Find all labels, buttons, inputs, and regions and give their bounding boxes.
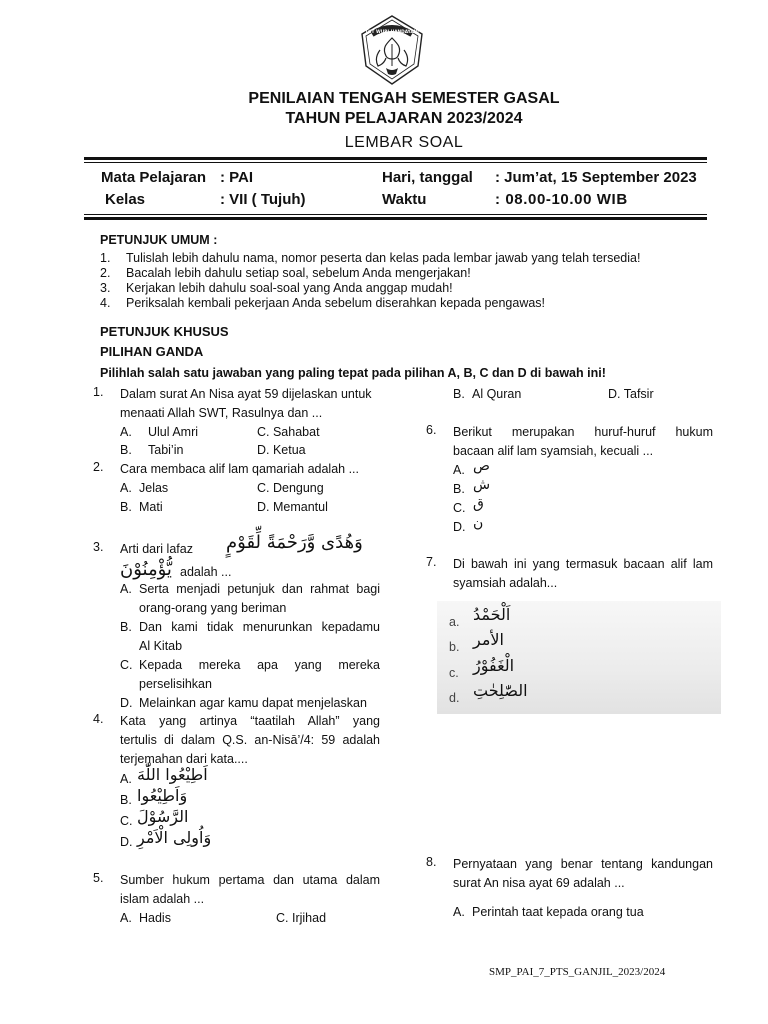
top-thin-rule <box>84 162 707 163</box>
option-label: A. <box>120 772 132 786</box>
question-text: Arti dari lafaz <box>120 542 193 556</box>
option-label: d. <box>449 691 460 705</box>
option-label: B. <box>120 500 132 514</box>
instruction-num: 1. <box>100 251 111 265</box>
question-text: Di bawah ini yang termasuk bacaan alif lam <box>453 557 713 571</box>
arabic-option: الْغَفُوْرُ <box>473 656 515 675</box>
option-label: B. <box>120 443 132 457</box>
question-number: 4. <box>93 712 104 726</box>
subject-label: Mata Pelajaran <box>101 169 207 186</box>
option-label: b. <box>449 640 460 654</box>
question-text: Cara membaca alif lam qamariah adalah ... <box>120 462 360 476</box>
option-text: Hadis <box>139 911 171 925</box>
arabic-option: وَاُولِى الْاَمْرِ <box>137 828 212 847</box>
arabic-letter: ش <box>473 477 491 493</box>
option-label: D. <box>453 520 466 534</box>
option-text: Al Kitab <box>139 639 183 653</box>
arabic-option: وَاَطِيْعُوا <box>137 786 188 805</box>
option-label: D. <box>120 696 133 710</box>
question-text: Pernyataan yang benar tentang kandungan <box>453 857 713 871</box>
question-number: 8. <box>426 855 437 869</box>
time-label: Waktu <box>382 191 427 208</box>
instruction-text: Tulislah lebih dahulu nama, nomor peserta dan kelas pada lembar jawab yang telah tersedia! <box>126 251 641 265</box>
option-label: B. <box>453 387 465 401</box>
option-text: Tabi’in <box>148 443 184 457</box>
question-text: Berikut merupakan huruf-huruf hukum <box>453 425 713 439</box>
question-text: Sumber hukum pertama dan utama dalam <box>120 873 380 887</box>
option-text: D. Tafsir <box>608 387 654 401</box>
day-value: : Jum’at, 15 September 2023 <box>495 169 697 186</box>
option-text: Melainkan agar kamu dapat menjelaskan <box>139 696 367 710</box>
instruction-text: Periksalah kembali pekerjaan Anda sebelum diserahkan kepada pengawas! <box>126 296 546 310</box>
question-text: surat An nisa ayat 69 adalah ... <box>453 876 625 890</box>
option-label: A. <box>453 463 465 477</box>
question-number: 5. <box>93 871 104 885</box>
option-text: Ulul Amri <box>148 425 199 439</box>
option-text: Kepada mereka apa yang mereka <box>139 658 380 672</box>
option-text: C. Sahabat <box>257 425 320 439</box>
arabic-option: الرَّسُوْلَ <box>137 807 189 826</box>
option-text: Dan kami tidak menurunkan kepadamu <box>139 620 380 634</box>
instruction-num: 3. <box>100 281 111 295</box>
bottom-thin-rule <box>84 214 707 215</box>
subject-value: : PAI <box>220 169 254 186</box>
option-label: A. <box>120 582 132 596</box>
question-text: adalah ... <box>180 565 232 579</box>
option-label: c. <box>449 666 459 680</box>
exam-title: PENILAIAN TENGAH SEMESTER GASAL <box>248 90 560 107</box>
option-label: A. <box>120 911 132 925</box>
tut-wuri-handayani-logo-icon <box>356 14 428 86</box>
arabic-verse: وَهُدًى وَّرَحْمَةً لِّقَوْمٍ <box>226 532 363 553</box>
mc-instruction: Pilihlah salah satu jawaban yang paling tepat pada pilihan A, B, C dan D di bawah ini! <box>100 366 606 380</box>
question-text: Kata yang artinya “taatilah Allah” yang <box>120 714 380 728</box>
instruction-num: 4. <box>100 296 111 310</box>
arabic-verse: يُّؤْمِنُوْنَ <box>120 559 172 580</box>
option-label: D. <box>120 835 133 849</box>
class-value: : VII ( Tujuh) <box>220 191 306 208</box>
question-number: 1. <box>93 385 104 399</box>
question-text: islam adalah ... <box>120 892 205 906</box>
option-text: D. Memantul <box>257 500 328 514</box>
option-label: A. <box>120 425 132 439</box>
question-text: menaati Allah SWT, Rasulnya dan ... <box>120 406 323 420</box>
time-value: : 08.00-10.00 WIB <box>495 191 628 208</box>
q7-options-image <box>437 601 721 714</box>
question-text: terjemahan dari kata.... <box>120 752 248 766</box>
arabic-letter: ن <box>473 515 484 531</box>
sheet-subtitle: LEMBAR SOAL <box>344 134 464 151</box>
question-number: 7. <box>426 555 437 569</box>
option-label: A. <box>453 905 465 919</box>
arabic-option: اَلْحَمْدُ <box>473 605 511 624</box>
question-number: 6. <box>426 423 437 437</box>
bottom-double-rule <box>84 217 707 220</box>
school-year: TAHUN PELAJARAN 2023/2024 <box>285 110 523 127</box>
section-title: PILIHAN GANDA <box>100 344 204 359</box>
instruction-text: Kerjakan lebih dahulu soal-soal yang Anda anggap mudah! <box>126 281 453 295</box>
document-code: SMP_PAI_7_PTS_GANJIL_2023/2024 <box>489 966 666 978</box>
arabic-option: اَطِيْعُوا اللّٰهَ <box>137 765 208 784</box>
option-label: a. <box>449 615 460 629</box>
option-text: Jelas <box>139 481 169 495</box>
question-number: 3. <box>93 540 104 554</box>
question-text: Dalam surat An Nisa ayat 59 dijelaskan untuk <box>120 387 372 401</box>
instruction-num: 2. <box>100 266 111 280</box>
top-double-rule <box>84 157 707 160</box>
option-label: B. <box>453 482 465 496</box>
class-label: Kelas <box>105 191 146 208</box>
option-label: C. <box>120 658 133 672</box>
arabic-option: الأمر <box>473 630 504 649</box>
general-instructions-heading: PETUNJUK UMUM : <box>100 233 218 247</box>
option-text: Serta menjadi petunjuk dan rahmat bagi <box>139 582 380 596</box>
question-text: tertulis di dalam Q.S. an-Nisā’/4: 59 adalah <box>120 733 380 747</box>
option-label: B. <box>120 620 132 634</box>
option-text: C. Dengung <box>257 481 324 495</box>
option-label: C. <box>120 814 133 828</box>
arabic-option: الصّٰلِحٰتِ <box>473 681 528 700</box>
option-text: Al Quran <box>472 387 522 401</box>
option-text: orang-orang yang beriman <box>139 601 287 615</box>
option-text: D. Ketua <box>257 443 306 457</box>
question-text: bacaan alif lam syamsiah, kecuali ... <box>453 444 654 458</box>
option-text: C. Irjihad <box>276 911 327 925</box>
instruction-text: Bacalah lebih dahulu setiap soal, sebelum Anda mengerjakan! <box>126 266 471 280</box>
option-label: A. <box>120 481 132 495</box>
special-instructions-heading: PETUNJUK KHUSUS <box>100 324 229 339</box>
option-text: Perintah taat kepada orang tua <box>472 905 644 919</box>
logo-text: TUT WURI HANDAYANI <box>365 30 419 35</box>
option-text: Mati <box>139 500 163 514</box>
option-text: perselisihkan <box>139 677 212 691</box>
option-label: C. <box>453 501 466 515</box>
question-number: 2. <box>93 460 104 474</box>
arabic-letter: ص <box>473 458 490 474</box>
arabic-letter: ق <box>473 496 484 512</box>
question-text: syamsiah adalah... <box>453 576 558 590</box>
day-label: Hari, tanggal <box>382 169 473 186</box>
option-label: B. <box>120 793 132 807</box>
